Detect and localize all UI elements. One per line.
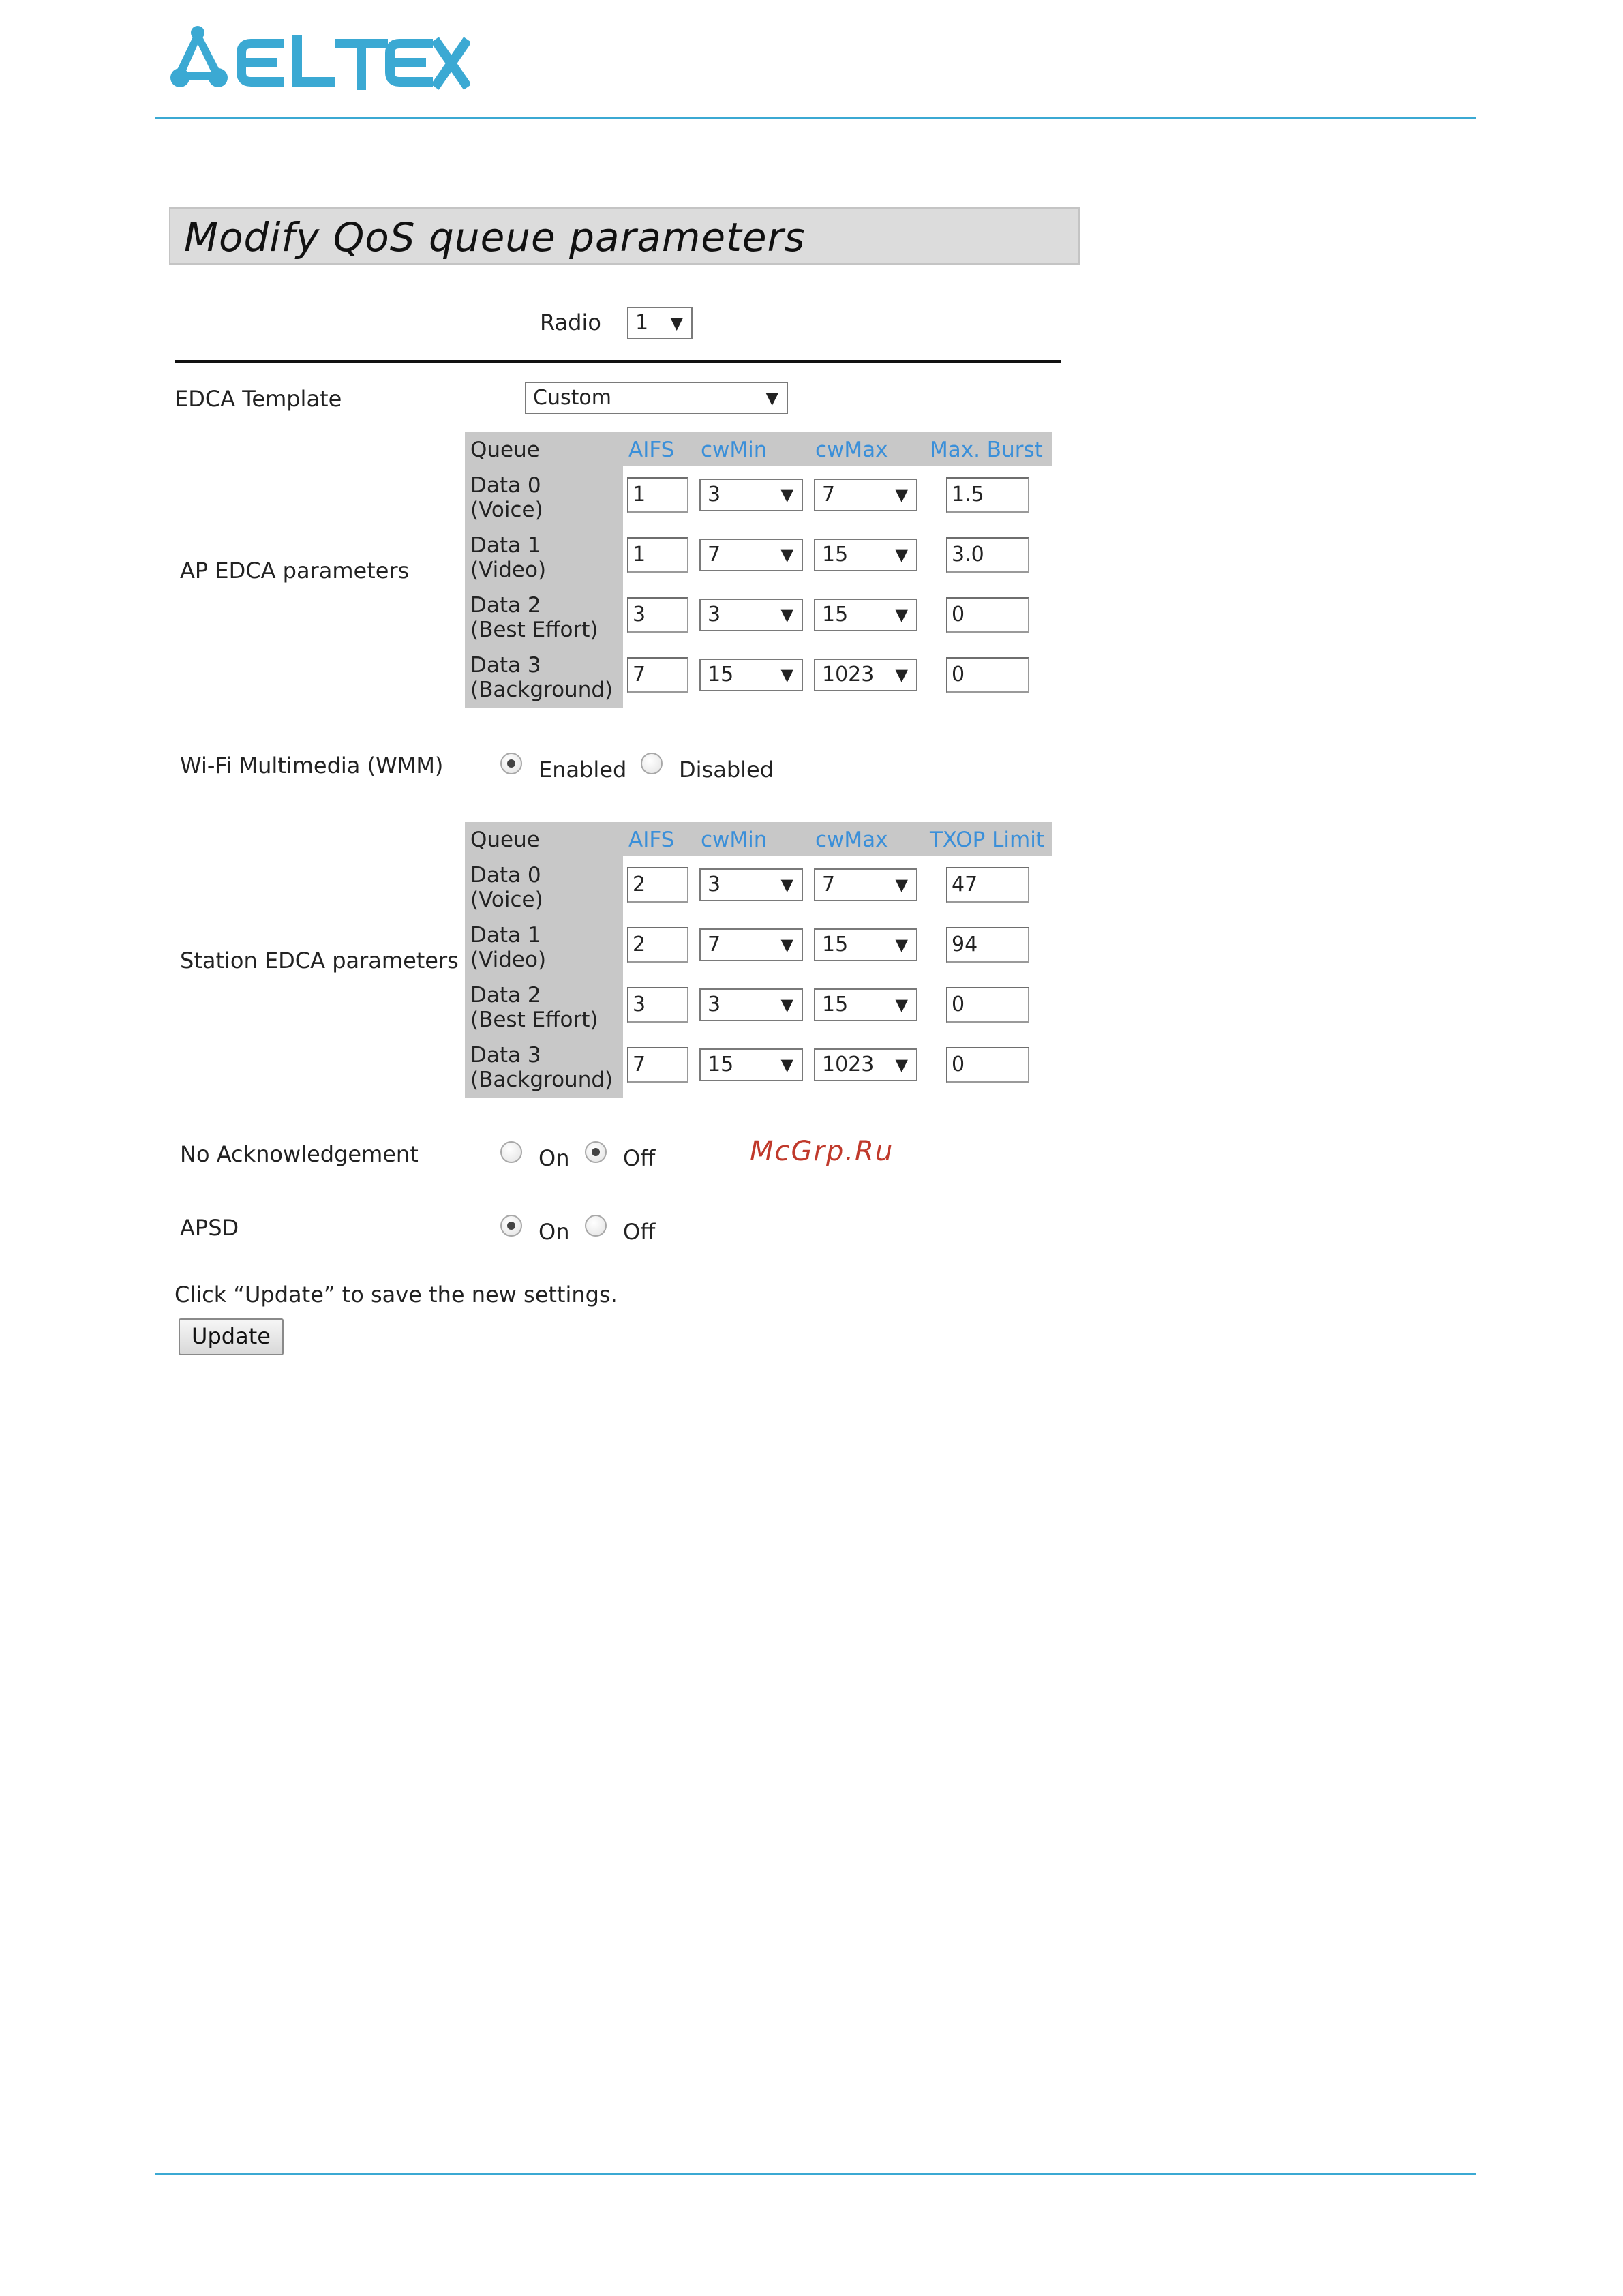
station-header-cwmax: cwMax bbox=[815, 828, 888, 852]
chevron-down-icon: ▼ bbox=[780, 485, 793, 504]
section-divider bbox=[175, 360, 1061, 363]
ap-row-3-aifs-input[interactable]: 7 bbox=[627, 657, 688, 693]
station-row-1-cwmin-value: 7 bbox=[708, 933, 721, 956]
ap-row-1-queue bbox=[470, 533, 546, 582]
station-row-2-cwmax-select[interactable] bbox=[814, 988, 917, 1021]
ap-row-3-queue bbox=[470, 653, 613, 702]
station-row-2-txop-input[interactable]: 0 bbox=[946, 987, 1029, 1023]
eltex-logo bbox=[170, 25, 470, 90]
watermark: McGrp.Ru bbox=[750, 1136, 894, 1167]
ap-row-1-max-burst-input[interactable]: 3.0 bbox=[946, 537, 1029, 573]
ap-row-0-queue-type: (Voice) bbox=[470, 498, 543, 522]
update-button[interactable]: Update bbox=[179, 1318, 284, 1355]
edca-template-value: Custom bbox=[533, 386, 611, 410]
chevron-down-icon: ▼ bbox=[895, 545, 908, 564]
footer-rule bbox=[155, 2173, 1476, 2175]
radio-select-value: 1 bbox=[635, 311, 649, 335]
chevron-down-icon: ▼ bbox=[780, 1055, 793, 1074]
chevron-down-icon: ▼ bbox=[780, 995, 793, 1014]
apsd-off-label: Off bbox=[623, 1219, 656, 1245]
station-row-0-cwmax-select[interactable] bbox=[814, 868, 917, 901]
radio-select[interactable] bbox=[627, 307, 693, 339]
wmm-enabled-label: Enabled bbox=[539, 757, 627, 783]
station-row-2-cwmin-value: 3 bbox=[708, 993, 721, 1016]
ap-row-0-cwmin-select[interactable] bbox=[699, 479, 803, 511]
ap-row-0-cwmax-value: 7 bbox=[822, 483, 836, 507]
chevron-down-icon: ▼ bbox=[895, 665, 908, 684]
station-row-2-queue-id: Data 2 bbox=[470, 983, 541, 1008]
ap-row-3-cwmin-select[interactable] bbox=[699, 659, 803, 691]
chevron-down-icon: ▼ bbox=[780, 875, 793, 894]
chevron-down-icon: ▼ bbox=[895, 485, 908, 504]
ap-row-2-queue bbox=[470, 593, 598, 642]
station-row-0-queue-id: Data 0 bbox=[470, 863, 541, 888]
ap-row-2-aifs-input[interactable]: 3 bbox=[627, 597, 688, 633]
update-hint: Click “Update” to save the new settings. bbox=[175, 1282, 618, 1308]
ap-row-3-max-burst-input[interactable]: 0 bbox=[946, 657, 1029, 693]
station-row-1-queue bbox=[470, 923, 546, 972]
ap-row-2-cwmin-select[interactable] bbox=[699, 599, 803, 631]
apsd-label: APSD bbox=[180, 1215, 239, 1241]
station-row-3-cwmin-value: 15 bbox=[708, 1053, 734, 1076]
ap-header-cwmin: cwMin bbox=[701, 438, 768, 462]
ap-row-3-cwmax-select[interactable] bbox=[814, 659, 917, 691]
chevron-down-icon: ▼ bbox=[895, 875, 908, 894]
chevron-down-icon: ▼ bbox=[780, 935, 793, 954]
no-ack-off-label: Off bbox=[623, 1145, 656, 1171]
station-row-2-cwmax-value: 15 bbox=[822, 993, 849, 1016]
apsd-off-radio[interactable] bbox=[585, 1215, 607, 1237]
ap-row-3-cwmax-value: 1023 bbox=[822, 663, 875, 686]
wmm-disabled-radio[interactable] bbox=[641, 753, 663, 774]
ap-row-3-queue-id: Data 3 bbox=[470, 653, 541, 678]
station-row-3-queue bbox=[470, 1043, 613, 1092]
ap-row-3-cwmin-value: 15 bbox=[708, 663, 734, 686]
header-rule bbox=[155, 117, 1476, 119]
ap-row-0-max-burst-input[interactable]: 1.5 bbox=[946, 477, 1029, 513]
station-row-3-txop-input[interactable]: 0 bbox=[946, 1047, 1029, 1083]
chevron-down-icon: ▼ bbox=[895, 1055, 908, 1074]
station-row-0-aifs-input[interactable]: 2 bbox=[627, 867, 688, 903]
ap-row-1-queue-type: (Video) bbox=[470, 558, 547, 582]
no-ack-label: No Acknowledgement bbox=[180, 1141, 419, 1167]
ap-row-0-cwmax-select[interactable] bbox=[814, 479, 917, 511]
station-row-1-queue-type: (Video) bbox=[470, 948, 547, 972]
no-ack-off-radio[interactable] bbox=[585, 1141, 607, 1163]
ap-row-1-cwmin-select[interactable] bbox=[699, 539, 803, 571]
station-row-2-queue-type: (Best Effort) bbox=[470, 1008, 598, 1032]
chevron-down-icon: ▼ bbox=[895, 935, 908, 954]
no-ack-on-label: On bbox=[539, 1145, 570, 1171]
station-row-2-queue bbox=[470, 983, 598, 1032]
station-row-1-cwmax-value: 15 bbox=[822, 933, 849, 956]
ap-row-1-cwmin-value: 7 bbox=[708, 543, 721, 567]
ap-edca-label: AP EDCA parameters bbox=[180, 558, 410, 584]
station-header-cwmin: cwMin bbox=[701, 828, 768, 852]
station-row-0-queue bbox=[470, 863, 543, 912]
ap-header-max-burst: Max. Burst bbox=[930, 438, 1043, 462]
station-row-3-cwmax-select[interactable] bbox=[814, 1048, 917, 1081]
station-row-1-aifs-input[interactable]: 2 bbox=[627, 927, 688, 963]
station-row-2-cwmin-select[interactable] bbox=[699, 988, 803, 1021]
chevron-down-icon: ▼ bbox=[780, 545, 793, 564]
station-header-txop-limit: TXOP Limit bbox=[930, 828, 1044, 852]
station-row-3-cwmin-select[interactable] bbox=[699, 1048, 803, 1081]
no-ack-on-radio[interactable] bbox=[500, 1141, 522, 1163]
ap-row-2-queue-id: Data 2 bbox=[470, 593, 541, 618]
station-row-3-queue-type: (Background) bbox=[470, 1068, 613, 1092]
station-row-0-txop-input[interactable]: 47 bbox=[946, 867, 1029, 903]
ap-row-1-cwmax-value: 15 bbox=[822, 543, 849, 567]
station-row-1-cwmin-select[interactable] bbox=[699, 928, 803, 961]
ap-row-2-max-burst-input[interactable]: 0 bbox=[946, 597, 1029, 633]
page-title: Modify QoS queue parameters bbox=[184, 214, 806, 260]
edca-template-label: EDCA Template bbox=[175, 386, 342, 412]
apsd-on-label: On bbox=[539, 1219, 570, 1245]
chevron-down-icon: ▼ bbox=[780, 605, 793, 624]
wmm-label: Wi-Fi Multimedia (WMM) bbox=[180, 753, 444, 779]
station-row-1-txop-input[interactable]: 94 bbox=[946, 927, 1029, 963]
station-row-0-queue-type: (Voice) bbox=[470, 888, 543, 912]
ap-row-0-aifs-input[interactable]: 1 bbox=[627, 477, 688, 513]
edca-template-select[interactable] bbox=[525, 382, 788, 414]
wmm-disabled-label: Disabled bbox=[679, 757, 774, 783]
chevron-down-icon: ▼ bbox=[895, 995, 908, 1014]
ap-header-queue: Queue bbox=[470, 438, 540, 462]
ap-row-1-cwmax-select[interactable] bbox=[814, 539, 917, 571]
wmm-enabled-radio[interactable] bbox=[500, 753, 522, 774]
station-header-queue: Queue bbox=[470, 828, 540, 852]
ap-row-0-queue-id: Data 0 bbox=[470, 473, 541, 498]
station-row-1-queue-id: Data 1 bbox=[470, 923, 541, 948]
station-edca-label: Station EDCA parameters bbox=[180, 948, 459, 973]
ap-row-2-cwmax-select[interactable] bbox=[814, 599, 917, 631]
chevron-down-icon: ▼ bbox=[780, 665, 793, 684]
station-row-0-cwmin-value: 3 bbox=[708, 873, 721, 896]
ap-header-aifs: AIFS bbox=[628, 438, 675, 462]
station-row-2-aifs-input[interactable]: 3 bbox=[627, 987, 688, 1023]
ap-row-2-cwmin-value: 3 bbox=[708, 603, 721, 626]
ap-row-0-queue bbox=[470, 473, 543, 522]
ap-row-2-cwmax-value: 15 bbox=[822, 603, 849, 626]
chevron-down-icon: ▼ bbox=[670, 314, 683, 333]
station-row-3-queue-id: Data 3 bbox=[470, 1043, 541, 1068]
station-row-0-cwmax-value: 7 bbox=[822, 873, 836, 896]
chevron-down-icon: ▼ bbox=[765, 389, 778, 408]
ap-row-1-aifs-input[interactable]: 1 bbox=[627, 537, 688, 573]
ap-row-1-queue-id: Data 1 bbox=[470, 533, 541, 558]
station-row-1-cwmax-select[interactable] bbox=[814, 928, 917, 961]
ap-row-3-queue-type: (Background) bbox=[470, 678, 613, 702]
chevron-down-icon: ▼ bbox=[895, 605, 908, 624]
station-row-3-aifs-input[interactable]: 7 bbox=[627, 1047, 688, 1083]
ap-row-2-queue-type: (Best Effort) bbox=[470, 618, 598, 642]
station-header-aifs: AIFS bbox=[628, 828, 675, 852]
station-row-0-cwmin-select[interactable] bbox=[699, 868, 803, 901]
radio-label: Radio bbox=[540, 309, 601, 335]
station-row-3-cwmax-value: 1023 bbox=[822, 1053, 875, 1076]
ap-row-0-cwmin-value: 3 bbox=[708, 483, 721, 507]
apsd-on-radio[interactable] bbox=[500, 1215, 522, 1237]
ap-header-cwmax: cwMax bbox=[815, 438, 888, 462]
page-title-bar bbox=[169, 207, 1080, 265]
